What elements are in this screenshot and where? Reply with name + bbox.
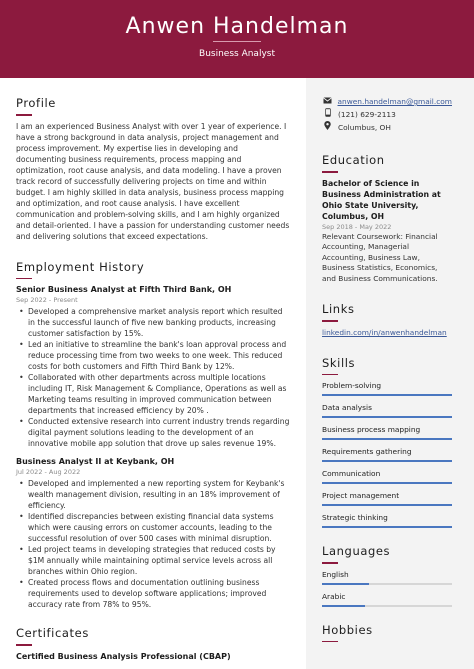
location-text: Columbus, OH [338,122,391,132]
job-title: Senior Business Analyst at Fifth Third Bank, OH [16,285,232,294]
skill-item [322,591,452,607]
skills-heading: Skills [322,355,356,370]
job-bullet: • Led an initiative to streamline the bank's loan approval process and reduce processing time from two weeks to one week. This reduced costs for both customers and Fifth Third Bank by 12%. [19,340,287,371]
sidebar-content [322,96,452,647]
skill-level-fill [322,526,452,528]
location-pin-icon [322,121,333,134]
candidate-name: Anwen Handelman [125,14,349,39]
languages-section [322,544,452,607]
skill-item [322,402,452,418]
certificates-section [16,626,290,662]
profile-text: I am an experienced Business Analyst with over 1 year of experience. I have a strong background in data analysis, project management and process improvement. My expertise lies in developing and documenting business requirements, process mapping and optimization, root cause analysis, and data modeling. I have a proven track record of successfully delivering projects on time and within budget. I am highly skilled in data analysis, business process mapping and optimization, and root cause analysis. I have excellent communication and problem-solving skills, and I am highly organized and detail-oriented. I have a passion for understanding customer needs and delivering solutions that exceed expectations. [16,121,290,241]
links-heading: Links [322,302,355,317]
sidebar [306,78,474,669]
skill-level-bar [322,438,452,440]
skill-level-bar [322,605,452,607]
job-bullets [16,306,290,449]
job-bullet: • Developed a comprehensive market analysis report which resulted in the successful launch of five new banking products, increasing customer satisfaction by 15%. [19,307,283,338]
hobbies-heading: Hobbies [322,622,373,637]
skill-item [322,468,452,484]
mail-icon [322,96,333,108]
employment-section [16,260,290,611]
skill-label: Communication [322,469,381,479]
skill-item [322,490,452,506]
job-dates: Sep 2022 - Present [16,296,78,304]
skill-label: Arabic [322,591,346,601]
job-bullet: • Identified discrepancies between existing financial data systems which were causing errors on customer accounts, leading to the successful resolution of over 500 cases with minimal disruption. [19,512,274,543]
skill-label: Problem-solving [322,381,382,391]
heading-underline [322,374,338,376]
job-bullet: • Led project teams in developing strategies that reduced costs by $1M annually while maintaining optimal service levels across all branches within Ohio region. [19,545,276,576]
skill-level-fill [322,416,452,418]
education-section [322,153,452,284]
coursework-text: Relevant Coursework: Financial Accounting, Managerial Accounting, Business Law, Business Statistics, Economics, and Business Communications. [322,231,438,283]
header-divider [213,41,261,42]
education-dates: Sep 2018 - May 2022 [322,222,392,231]
skill-level-bar [322,482,452,484]
certificates-heading: Certificates [16,626,89,640]
profile-heading: Profile [16,96,56,110]
candidate-title: Business Analyst [199,49,275,59]
skill-item [322,424,452,440]
resume-header [0,0,474,78]
skill-level-bar [322,416,452,418]
heading-underline [322,641,338,643]
skills-list [322,380,452,528]
skill-label: Project management [322,491,400,501]
phone-number: (121) 629-2113 [338,109,396,119]
email-link[interactable]: anwen.handelman@gmail.com [337,97,452,106]
skill-label: Strategic thinking [322,513,388,523]
hobbies-section [322,623,452,643]
education-heading: Education [322,153,385,167]
skill-level-bar [322,583,452,585]
skill-level-fill [322,504,452,506]
skills-section [322,356,452,529]
skill-level-fill [322,482,452,484]
contact-email-row [322,96,452,108]
skill-level-bar [322,526,452,528]
main-column [16,96,290,662]
skill-item [322,569,452,585]
links-section [322,302,452,338]
contact-location-row [322,121,452,134]
linkedin-link[interactable]: linkedin.com/in/anwenhandelman [322,327,447,337]
skill-item [322,512,452,528]
skill-level-fill [322,605,365,607]
heading-underline [322,320,338,322]
profile-section [16,96,290,242]
heading-underline [16,644,32,646]
heading-underline [16,278,32,280]
skill-label: Business process mapping [322,425,421,435]
phone-icon [322,108,333,121]
job-bullets [16,478,290,610]
skill-level-fill [322,583,369,585]
job-dates: Jul 2022 - Aug 2022 [16,468,81,476]
heading-underline [16,114,32,116]
job-bullet: • Collaborated with other departments across multiple locations including IT, Risk Management & Compliance, Operations as well as Marketing teams resulting in improved communication between departments that increased efficiency by 20% . [19,373,287,415]
job-bullet: • Developed and implemented a new reporting system for Keybank's wealth management division, resulting in an 18% improvement of efficiency. [19,479,285,510]
certificate-name: Certified Business Analysis Professional (CBAP) [16,651,231,661]
skill-label: Requirements gathering [322,447,412,457]
job-title: Business Analyst II at Keybank, OH [16,457,175,466]
contact-phone-row [322,108,452,121]
job-entry [16,284,290,449]
contact-block [322,96,452,134]
heading-underline [322,171,338,173]
skill-level-fill [322,460,452,462]
languages-list [322,569,452,607]
skill-level-bar [322,504,452,506]
skill-item [322,446,452,462]
job-bullet: • Created process flows and documentation outlining business requirements used to develop software applications; improved accuracy rate from 78% to 95%. [19,578,267,609]
skill-level-fill [322,394,452,396]
skill-level-bar [322,394,452,396]
job-entry [16,456,290,610]
languages-heading: Languages [322,544,391,559]
employment-heading: Employment History [16,259,145,274]
skill-item [322,380,452,396]
skill-label: English [322,569,349,579]
degree-title: Bachelor of Science in Business Administration at Ohio State University, Columbus, OH [322,178,441,221]
job-bullet: • Conducted extensive research into current industry trends regarding digital payment solutions leading to the development of an innovative mobile app solution that drove up sales revenue 19%. [19,417,290,448]
heading-underline [322,562,338,564]
skill-label: Data analysis [322,403,372,413]
skill-level-bar [322,460,452,462]
skill-level-fill [322,438,452,440]
